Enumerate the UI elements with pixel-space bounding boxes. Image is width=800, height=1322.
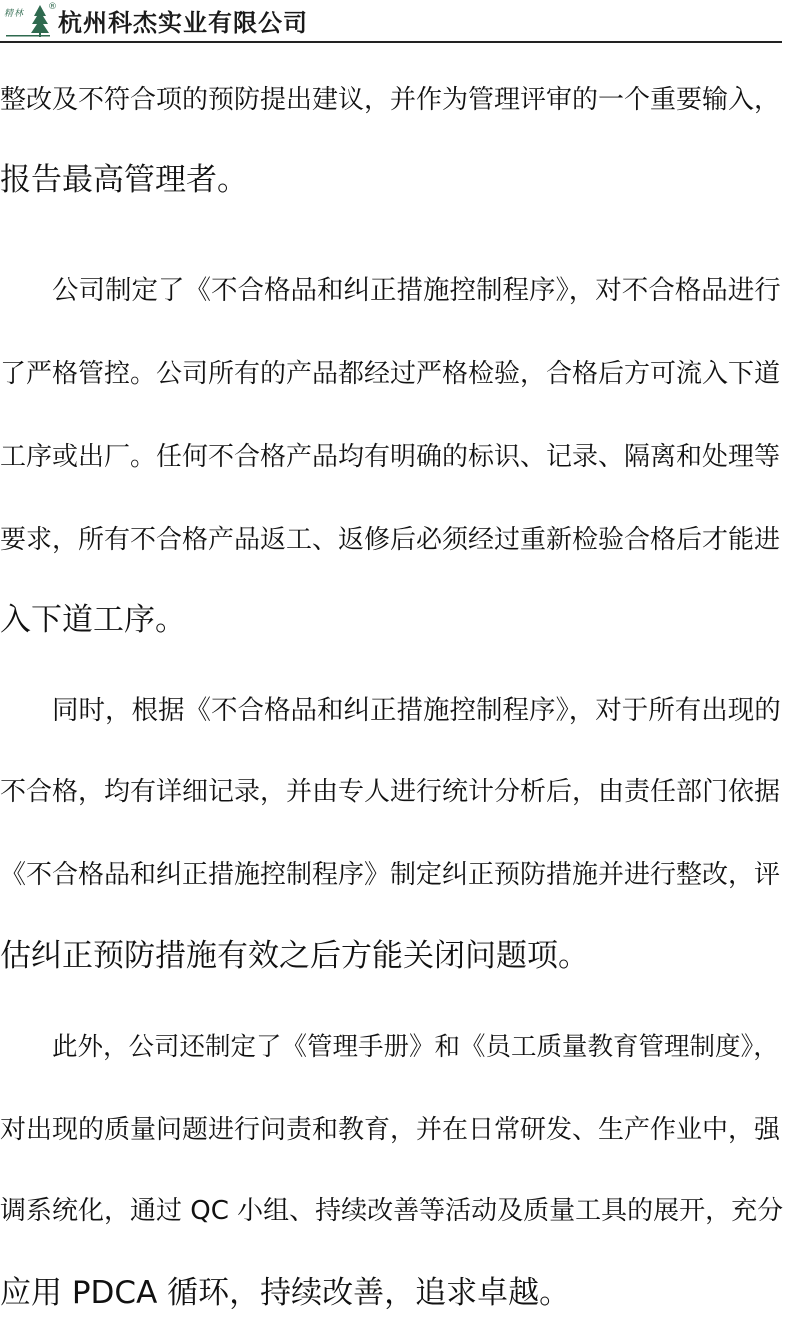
paragraph-line: 估纠正预防措施有效之后方能关闭问题项。 [0, 938, 589, 974]
page-header [0, 0, 800, 44]
paragraph-line: 《不合格品和纠正措施控制程序》制定纠正预防措施并进行整改，评 [0, 860, 781, 890]
paragraph-line: 工序或出厂。任何不合格产品均有明确的标识、记录、隔离和处理等 [0, 442, 781, 472]
paragraph-line: 同时，根据《不合格品和纠正措施控制程序》，对于所有出现的 [52, 695, 781, 726]
paragraph-line: 入下道工序。 [0, 602, 186, 638]
paragraph-line: 应用 PDCA 循环，持续改善，追求卓越。 [0, 1275, 571, 1311]
paragraph-line: 要求，所有不合格产品返工、返修后必须经过重新检验合格后才能进 [0, 525, 781, 555]
paragraph-line: 调系统化，通过 QC 小组、持续改善等活动及质量工具的展开，充分 [0, 1196, 784, 1226]
logo-text: 精林 [4, 9, 25, 19]
header-divider [0, 41, 782, 43]
paragraph-line: 了严格管控。公司所有的产品都经过严格检验，合格后方可流入下道 [0, 359, 781, 389]
company-logo [4, 2, 56, 38]
paragraph-line: 报告最高管理者。 [0, 162, 248, 198]
company-name: 杭州科杰实业有限公司 [58, 9, 308, 37]
registered-mark: ® [48, 2, 57, 12]
paragraph-line: 此外，公司还制定了《管理手册》和《员工质量教育管理制度》， [52, 1032, 779, 1062]
paragraph-line: 整改及不符合项的预防提出建议，并作为管理评审的一个重要输入， [0, 85, 781, 115]
paragraph-line: 公司制定了《不合格品和纠正措施控制程序》，对不合格品进行 [52, 275, 781, 306]
paragraph-line: 不合格，均有详细记录，并由专人进行统计分析后，由责任部门依据 [0, 777, 781, 807]
paragraph-line: 对出现的质量问题进行问责和教育，并在日常研发、生产作业中，强 [0, 1115, 781, 1145]
